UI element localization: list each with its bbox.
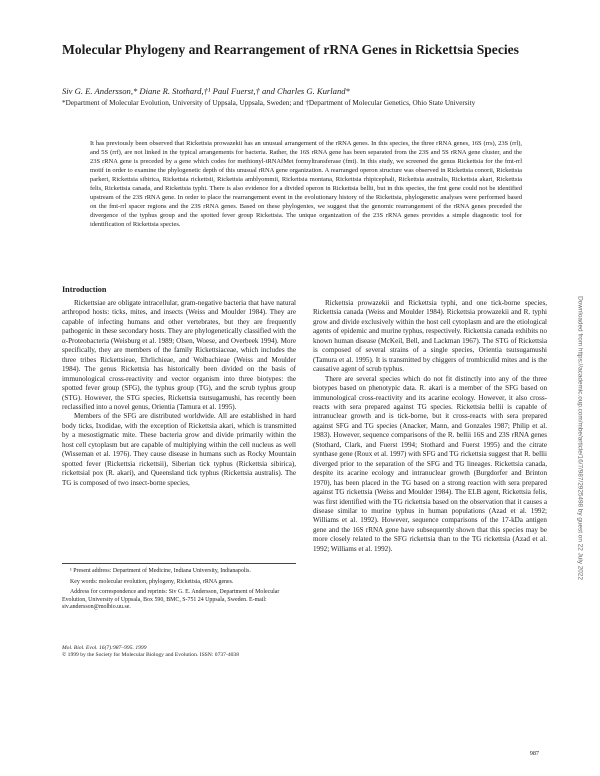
body-paragraph: There are several species which do not fit distinctly into any of the three biotypes based on phenotypic data. R. akari is a member of the SFG based on immunological cross-reactivity and its acarine ecology. However, it also cross-reacts with sera prepared against TG species. Rickettsia bellii is capable of intranuclear growth and is tick-borne, but it cross-reacts with sera prepared against SFG and TG species (Anacker, Mann, and Gonzales 1987; Philip et al. 1983). However, sequence comparisons of the R. bellii 16S and 23S rRNA genes (Stothard, Clark, and Fuerst 1994; Stothard and Fuerst 1995) and the citrate synthase gene (Roux et al. 1997) with SFG and TG rickettsia suggest that R. bellii diverged prior to the separation of the SFG and TG lineages. Rickettsia canada, despite its acarine ecology and intranuclear growth (Burgdorfer and Brinton 1970), has been placed in the TG based on a strong reaction with sera prepared against TG rickettsia (Weiss and Moulder 1984). The ELB agent, Rickettsia felis, was first identified with the TG rickettsia based on the observation that it causes a disease similar to murine typhus in human populations (Azad et al. 1992; Williams et al. 1992). However, sequence comparisons of the 17-kDa antigen gene and the 16S rRNA gene have subsequently shown that this species may be more closely related to the SFG rickettsia than to the TG rickettsia (Azad et al. 1992; Williams et al. 1992). (313, 374, 547, 553)
page-number: 987 (529, 750, 539, 757)
footnotes (62, 563, 296, 615)
footnote-present-address: ¹ Present address: Department of Medicine, Indiana University, Indianapolis. (70, 568, 251, 574)
body-paragraph: Members of the SFG are distributed worldwide. All are established in hard body ticks, Ixodidae, with the exception of Rickettsia akari, which is transmitted by a mesostigmatic mite. These bacteria grow and divide primarily within the host cell cytoplasm but are capable of multiplying within the cell nucleus as well (Wisseman et al. 1976). They cause disease in humans such as Rocky Mountain spotted fever (Rickettsia rickettsii), Siberian tick typhus (Rickettsia sibirica), rickettsial pox (R. akari), and Queensland tick typhus (Rickettsia australis). The TG is composed of two insect-borne species, (62, 412, 296, 487)
right-text-column (313, 299, 547, 554)
left-text-column (62, 299, 296, 488)
author-list: Siv G. E. Andersson,* Diane R. Stothard,†¹ Paul Fuerst,† and Charles G. Kurland* (62, 86, 350, 96)
copyright-notice: © 1999 by the Society for Molecular Biology and Evolution. ISSN: 0737-4038 (62, 652, 240, 659)
author-affiliations: *Department of Molecular Evolution, University of Uppsala, Uppsala, Sweden; and †Department of Molecular Genetics, Ohio State University (62, 99, 476, 107)
footnote-correspondence: Address for correspondence and reprints: Siv G. E. Andersson, Department of Molecular Evolution, University of Uppsala, Box 590, BMC, S-751 24 Uppsala, Sweden. E-mail: siv.andersson@molbio.uu.se. (62, 589, 280, 611)
abstract-text: It has previously been observed that Rickettsia prowazekii has an unusual arrangement of the rRNA genes. In this species, the three rRNA genes, 16S (rrs), 23S (rrl), and 5S (rrf), are not linked in the typical arrangements for bacteria. Rather, the 16S rRNA gene has been separated from the 23S and 5S rRNA gene cluster, and the 23S rRNA gene is preceded by a gene which codes for methionyl-tRNAfMet formyltransferase (fmt). In this study, we screened the genus Rickettsia for the fmt-rrl motif in order to examine the phylogenetic depth of this unusual rRNA gene organization. A rearranged operon structure was observed in Rickettsia conorii, Rickettsia parkeri, Rickettsia sibirica, Rickettsia rickettsii, Rickettsia amblyommii, Rickettsia montana, Rickettsia rhipicephali, Rickettsia australis, Rickettsia akari, Rickettsia felis, Rickettsia canada, and Rickettsia typhi. There is also evidence for a divided operon in Rickettsia bellii, but in this species, the fmt gene could not be identified upstream of the 23S rRNA gene. In order to place the rearrangement event in the evolutionary history of the Rickettsia, phylogenetic analyses were performed based on the fmt-rrl spacer regions and the 23S rRNA genes. Based on these phylogenies, we suggest that the genomic rearrangement of the rRNA genes preceded the divergence of the typhus group and the spotted fever group Rickettsia. The unique organization of the 23S rRNA genes provides a simple diagnostic tool for identification of Rickettsia species. (90, 140, 522, 229)
paper-title: Molecular Phylogeny and Rearrangement of rRNA Genes in Rickettsia Species (62, 42, 519, 57)
introduction-heading: Introduction (62, 285, 107, 294)
body-paragraph: Rickettsiae are obligate intracellular, gram-negative bacteria that have natural arthropod hosts: ticks, mites, and insects (Weiss and Moulder 1984). They are capable of infecting humans and other vertebrates, but they are frequently pathogenic in these secondary hosts. They are phylogenetically classified with the α-Proteobacteria (Weisburg et al. 1989; Olsen, Woese, and Overbeek 1994). More specifically, they are members of the family Rickettsiaceae, which includes the three tribes Rickettsieae, Ehrlichieae, and Wolbachieae (Weiss and Moulder 1984). The genus Rickettsia has historically been divided on the basis of immunological cross-reactivity and vector organism into three biotypes: the spotted fever group (SFG), the typhus group (TG), and the scrub typhus group (STG). However, the STG species, Rickettsia tsutsugamushi, has recently been reclassified into a novel genus, Orientia (Tamura et al. 1995). (62, 299, 296, 411)
download-watermark: Downloaded from https://academic.oup.com/mbe/article/16/7/987/2925498 by guest on 22 July 2022 (576, 296, 584, 580)
journal-info (62, 645, 296, 660)
footnote-keywords: Key words: molecular evolution, phylogeny, Rickettsia, rRNA genes. (70, 578, 234, 585)
journal-citation: Mol. Biol. Evol. 16(7):987–995. 1999 (62, 645, 147, 651)
body-paragraph: Rickettsia prowazekii and Rickettsia typhi, and one tick-borne species, Rickettsia canada (Weiss and Moulder 1984). Rickettsia prowazekii and R. typhi grow and divide exclusively within the host cell cytoplasm and are the etiological agents of epidemic and murine typhus, respectively. Rickettsia canada exhibits no known human disease (McKeil, Bell, and Lackman 1967). The STG of Rickettsia is composed of several strains of a single species, Orientia tsutsugamushi (Tamura et al. 1995). It is transmitted by chiggers of trombiculid mites and is the causative agent of scrub typhus. (313, 299, 547, 374)
